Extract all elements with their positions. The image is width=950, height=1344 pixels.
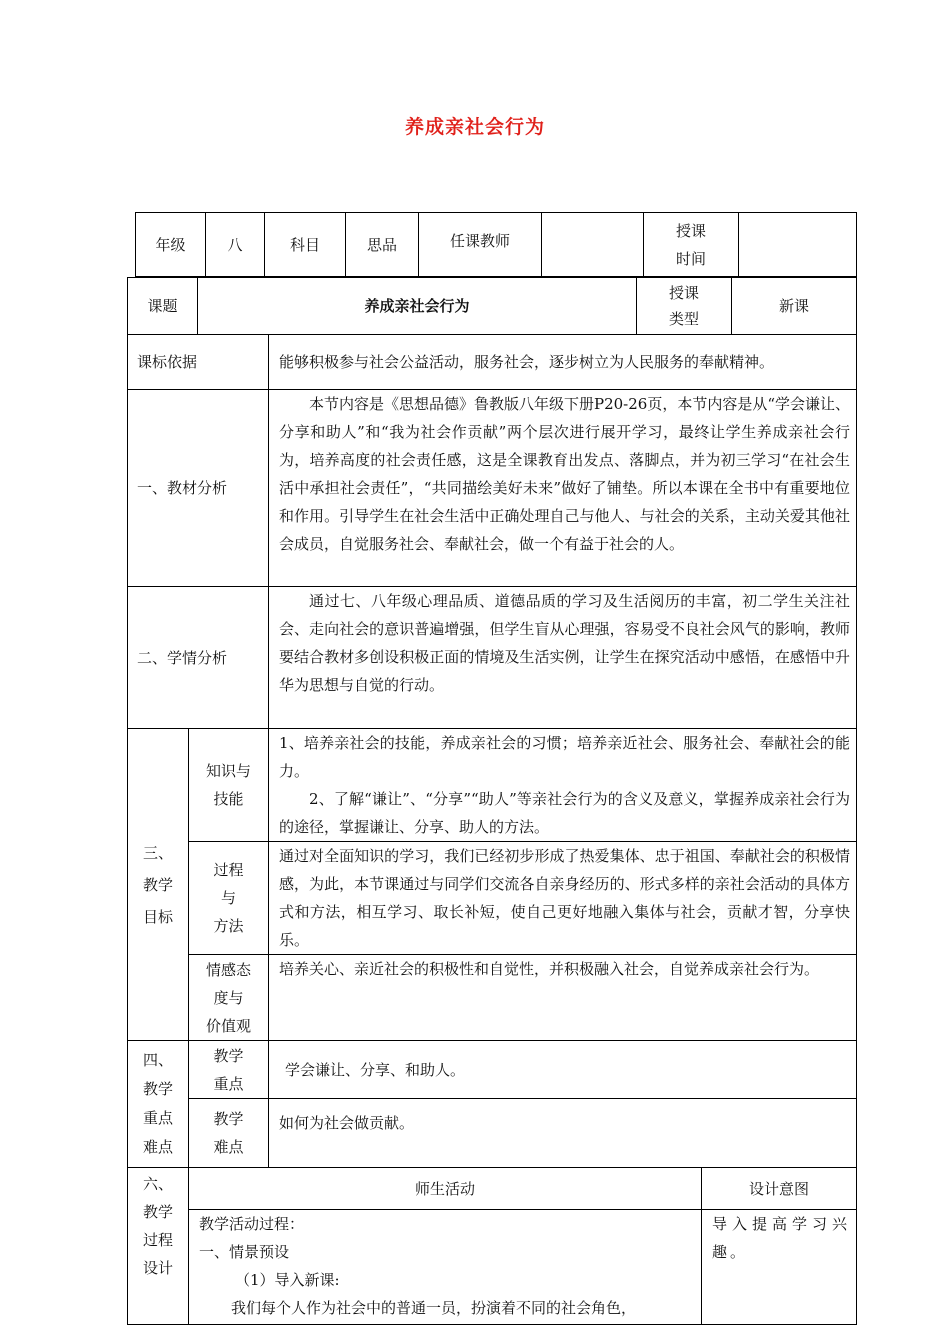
process-design-line-2: 教学 bbox=[142, 1203, 173, 1221]
activity-line-4: 我们每个人作为社会中的普通一员，扮演着不同的社会角色， bbox=[231, 1299, 637, 1317]
time-label-cell bbox=[643, 212, 739, 277]
diff-label-cell bbox=[188, 1098, 269, 1168]
type-value: 新课 bbox=[778, 297, 809, 315]
diff-text: 如何为社会做贡献。 bbox=[279, 1114, 415, 1132]
basis-text-cell bbox=[268, 334, 857, 390]
type-label-cell bbox=[636, 277, 732, 335]
key-text: 学会谦让、分享、和助人。 bbox=[285, 1060, 466, 1079]
subject-label: 科目 bbox=[289, 235, 320, 254]
basis-label: 课标依据 bbox=[137, 353, 198, 371]
topic-label-cell bbox=[127, 277, 198, 335]
emotion-text-cell bbox=[268, 954, 857, 1041]
diff-label-line-2: 难点 bbox=[213, 1138, 244, 1156]
key-label-cell bbox=[188, 1040, 269, 1099]
textbook-text: 本节内容是《思想品德》鲁教版八年级下册P20-26页，本节内容是从“学会谦让、分享和助人”和“我为社会作贡献”两个层次进行展开学习，最终让学生养成亲社会行为，培养高度的社会责任感，这是全课教育出发点、落脚点，并为初三学习“在社会生活中承担社会责任”，“共同描绘美好未来”做好了铺垫。所以本课在全书中有重要地位和作用。引导学生在社会生活中正确处理自己与他人、与社会的关系，主动关爱其他社会成员，自觉服务社会、奉献社会，做一个有益于社会的人。 bbox=[279, 395, 851, 553]
focus-label-line-4: 难点 bbox=[142, 1138, 173, 1156]
knowledge-label-line-2: 技能 bbox=[213, 790, 244, 808]
topic-value-cell bbox=[197, 277, 637, 335]
grade-value-cell bbox=[205, 212, 265, 277]
time-value-cell bbox=[738, 212, 857, 277]
focus-label-line-2: 教学 bbox=[142, 1080, 173, 1098]
knowledge-label-line-1: 知识与 bbox=[205, 762, 251, 780]
process-label-line-3: 方法 bbox=[213, 917, 244, 935]
key-label-line-2: 重点 bbox=[213, 1074, 244, 1093]
students-text-cell bbox=[268, 586, 857, 729]
teacher-value-cell bbox=[541, 212, 644, 277]
activity-line-2: 一、情景预设 bbox=[199, 1243, 290, 1261]
subject-value-cell bbox=[345, 212, 419, 277]
intent-header-cell bbox=[701, 1167, 857, 1210]
key-text-cell bbox=[268, 1040, 857, 1099]
goals-label-line-1: 三、 bbox=[142, 843, 173, 862]
textbook-text-cell bbox=[268, 389, 857, 587]
textbook-label: 一、教材分析 bbox=[137, 479, 228, 497]
type-value-cell bbox=[731, 277, 857, 335]
goals-label-cell bbox=[127, 728, 189, 1041]
teacher-label-cell bbox=[418, 212, 542, 277]
students-label-cell bbox=[127, 586, 269, 729]
type-label-line-1: 授课 bbox=[668, 284, 699, 302]
emotion-label-cell bbox=[188, 954, 269, 1041]
intent-header: 设计意图 bbox=[748, 1179, 809, 1198]
focus-label-line-1: 四、 bbox=[142, 1051, 173, 1069]
process-design-line-3: 过程 bbox=[142, 1231, 173, 1249]
activity-body-cell bbox=[188, 1209, 702, 1325]
students-label: 二、学情分析 bbox=[137, 648, 228, 667]
basis-label-cell bbox=[127, 334, 269, 390]
activity-header: 师生活动 bbox=[414, 1179, 475, 1198]
process-design-line-1: 六、 bbox=[142, 1175, 173, 1193]
activity-line-1: 教学活动过程： bbox=[199, 1215, 305, 1233]
process-design-line-4: 设计 bbox=[142, 1259, 173, 1277]
emotion-label-line-1: 情感态 bbox=[205, 960, 251, 979]
subject-value: 思品 bbox=[366, 235, 397, 254]
emotion-label-line-3: 价值观 bbox=[205, 1016, 251, 1035]
type-label-line-2: 类型 bbox=[668, 310, 699, 328]
process-text: 通过对全面知识的学习，我们已经初步形成了热爱集体、忠于祖国、奉献社会的积极情感，为此，本节课通过与同学们交流各自亲身经历的、形式多样的亲社会活动的具体方式和方法，相互学习、取长补短，使自己更好地融入集体与社会，贡献才智，分享快乐。 bbox=[279, 847, 850, 949]
knowledge-label-cell bbox=[188, 728, 269, 842]
process-label-cell bbox=[188, 841, 269, 955]
process-label-line-2: 与 bbox=[220, 889, 236, 907]
grade-value: 八 bbox=[227, 235, 243, 254]
process-text-cell bbox=[268, 841, 857, 955]
focus-label-cell bbox=[127, 1040, 189, 1168]
teacher-label: 任课教师 bbox=[449, 232, 510, 250]
knowledge-text-1: 1、培养亲社会的技能，养成亲社会的习惯；培养亲近社会、服务社会、奉献社会的能力。 bbox=[279, 734, 850, 780]
intent-text: 导入提高学习兴趣。 bbox=[712, 1215, 850, 1261]
goals-label-line-2: 教学 bbox=[142, 875, 173, 894]
topic-value: 养成亲社会行为 bbox=[364, 297, 470, 315]
grade-label-cell bbox=[135, 212, 206, 277]
subject-label-cell bbox=[264, 212, 346, 277]
textbook-label-cell bbox=[127, 389, 269, 587]
key-label-line-1: 教学 bbox=[213, 1046, 244, 1065]
diff-text-cell bbox=[268, 1098, 857, 1168]
goals-label-line-3: 目标 bbox=[142, 907, 173, 926]
students-text: 通过七、八年级心理品质、道德品质的学习及生活阅历的丰富，初二学生关注社会、走向社会的意识普遍增强，但学生盲从心理强，容易受不良社会风气的影响，教师要结合教材多创设积极正面的情境及生活实例，让学生在探究活动中感悟，在感悟中升华为思想与自觉的行动。 bbox=[279, 592, 850, 694]
process-design-label-cell bbox=[127, 1167, 189, 1325]
focus-label-line-3: 重点 bbox=[142, 1109, 173, 1127]
time-label-line-2: 时间 bbox=[675, 249, 706, 268]
diff-label-line-1: 教学 bbox=[213, 1110, 244, 1128]
activity-line-3: （1）导入新课: bbox=[235, 1271, 340, 1289]
knowledge-text-cell bbox=[268, 728, 857, 842]
intent-body-cell bbox=[701, 1209, 857, 1325]
time-label-line-1: 授课 bbox=[675, 221, 706, 240]
emotion-label-line-2: 度与 bbox=[213, 988, 244, 1007]
process-label-line-1: 过程 bbox=[213, 861, 244, 879]
emotion-text: 培养关心、亲近社会的积极性和自觉性，并积极融入社会，自觉养成亲社会行为。 bbox=[279, 960, 820, 978]
page-title: 养成亲社会行为 bbox=[404, 116, 545, 138]
activity-header-cell bbox=[188, 1167, 702, 1210]
knowledge-text-2: 2、了解“谦让”、“分享”“助人”等亲社会行为的含义及意义，掌握养成亲社会行为的途径，掌握谦让、分享、助人的方法。 bbox=[279, 790, 850, 836]
basis-text: 能够积极参与社会公益活动，服务社会，逐步树立为人民服务的奉献精神。 bbox=[279, 353, 775, 371]
grade-label: 年级 bbox=[155, 235, 186, 254]
topic-label: 课题 bbox=[147, 297, 178, 315]
